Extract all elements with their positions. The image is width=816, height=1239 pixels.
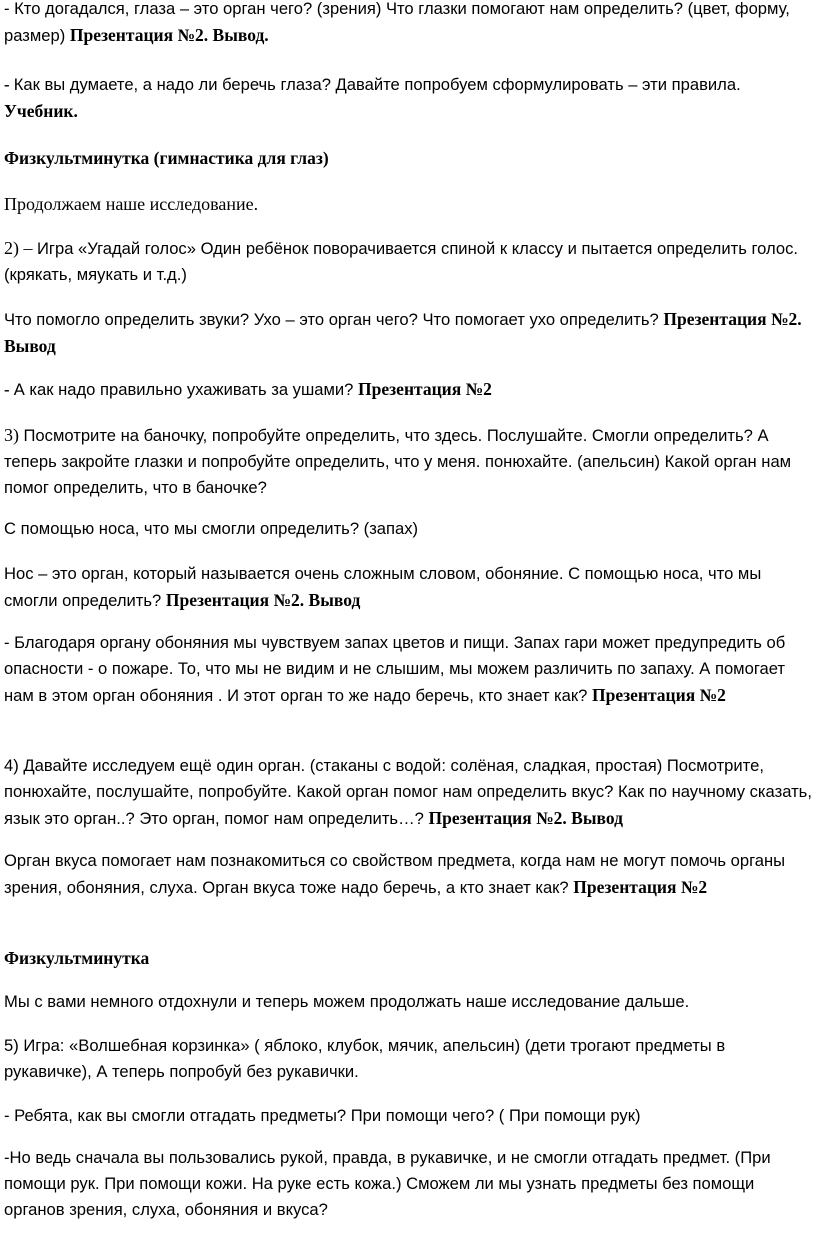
- presentation-reference: Презентация №2. Вывод: [428, 808, 623, 828]
- presentation-reference: Презентация №2: [592, 685, 726, 705]
- textbook-reference: Учебник.: [4, 101, 78, 121]
- paragraph-continue-research: Продолжаем наше исследование.: [4, 194, 259, 214]
- presentation-reference: Презентация №2. Вывод: [4, 309, 802, 356]
- presentation-reference: Презентация №2: [573, 877, 708, 897]
- presentation-reference: Презентация №2: [358, 379, 492, 399]
- paragraph-jar-smell: [4, 422, 814, 501]
- heading-exercise-break: Физкультминутка: [4, 948, 150, 968]
- paragraph-ear-question: [4, 306, 814, 360]
- paragraph-guess-voice-game: [4, 235, 814, 288]
- paragraph-text: Орган вкуса помогает нам познакомиться со свойством предмета, когда нам не могут помочь органы зрения, обоняния, слуха. Орган вкуса тоже надо беречь, а кто знает как?: [4, 851, 786, 897]
- paragraph-text: Нос – это орган, который называется очень сложным словом, обоняние. С помощью носа, что мы смогли определить?: [4, 564, 762, 610]
- paragraph-text: Посмотрите на баночку, попробуйте определить, что здесь. Послушайте. Смогли определить? А теперь закройте глазки и попробуйте определить, что у меня. понюхайте. (апельсин) Какой орган нам помог определить, что в баночке?: [4, 426, 792, 497]
- heading-eye-exercise: Физкультминутка (гимнастика для глаз): [4, 148, 329, 168]
- paragraph-nose-smell: [4, 561, 814, 614]
- paragraph-text: - Кто догадался, глаза – это орган чего? (зрения) Что глазки помогают нам определить? (цвет, форму, размер): [4, 0, 790, 45]
- paragraph-magic-basket-game: 5) Игра: «Волшебная корзинка» ( яблоко, клубок, мячик, апельсин) (дети трогают предметы в рукавичке), А теперь попробуй без рукавички.: [4, 1036, 726, 1081]
- presentation-reference: Презентация №2. Вывод: [165, 590, 361, 610]
- paragraph-text: - Благодаря органу обоняния мы чувствуем запах цветов и пищи. Запах гари может предупредить об опасности - о пожаре. То, что мы не видим и не слышим, мы можем различить по запаху. А помогает нам в этом орган обоняния . И этот орган то же надо беречь, кто знает как?: [4, 633, 786, 705]
- dash-marker: -: [4, 380, 14, 399]
- paragraph-eyes-question: [4, 0, 814, 49]
- paragraph-sense-of-smell: [4, 630, 814, 709]
- dash-marker: -: [4, 75, 14, 94]
- presentation-reference: Презентация №2. Вывод.: [69, 25, 269, 45]
- paragraph-text: 4) Давайте исследуем ещё один орган. (стаканы с водой: солёная, сладкая, простая) Посмотрите, понюхайте, послушайте, попробуйте. Какой орган помог нам определить вкус? Как по научному сказать, язык это орган..? Это орган, помог нам определить…?: [4, 756, 812, 828]
- paragraph-taste-organ: [4, 848, 814, 901]
- item-number: 2) –: [4, 238, 37, 258]
- paragraph-ear-care: [4, 376, 814, 403]
- item-number: 3): [4, 425, 24, 445]
- paragraph-text: Что помогло определить звуки? Ухо – это орган чего? Что помогает ухо определить?: [4, 310, 664, 329]
- paragraph-text: Как вы думаете, а надо ли беречь глаза? Давайте попробуем сформулировать – эти правила.: [13, 75, 741, 94]
- paragraph-nose-question: С помощью носа, что мы смогли определить? (запах): [4, 519, 419, 538]
- paragraph-protect-eyes: [4, 72, 814, 125]
- paragraph-text: А как надо правильно ухаживать за ушами?: [13, 380, 359, 399]
- paragraph-taste-research: [4, 753, 814, 832]
- paragraph-glove-skin: -Но ведь сначала вы пользовались рукой, правда, в рукавичке, и не смогли отгадать предмет. (При помощи рук. При помощи кожи. На руке есть кожа.) Сможем ли мы узнать предметы без помощи органов зрения, слуха, обоняния и вкуса?: [4, 1148, 771, 1219]
- paragraph-guess-objects: - Ребята, как вы смогли отгадать предметы? При помощи чего? ( При помощи рук): [4, 1106, 641, 1125]
- paragraph-rested: Мы с вами немного отдохнули и теперь можем продолжать наше исследование дальше.: [4, 992, 690, 1011]
- paragraph-text: Игра «Угадай голос» Один ребёнок поворачивается спиной к классу и пытается определить голос. (крякать, мяукать и т.д.): [4, 239, 799, 284]
